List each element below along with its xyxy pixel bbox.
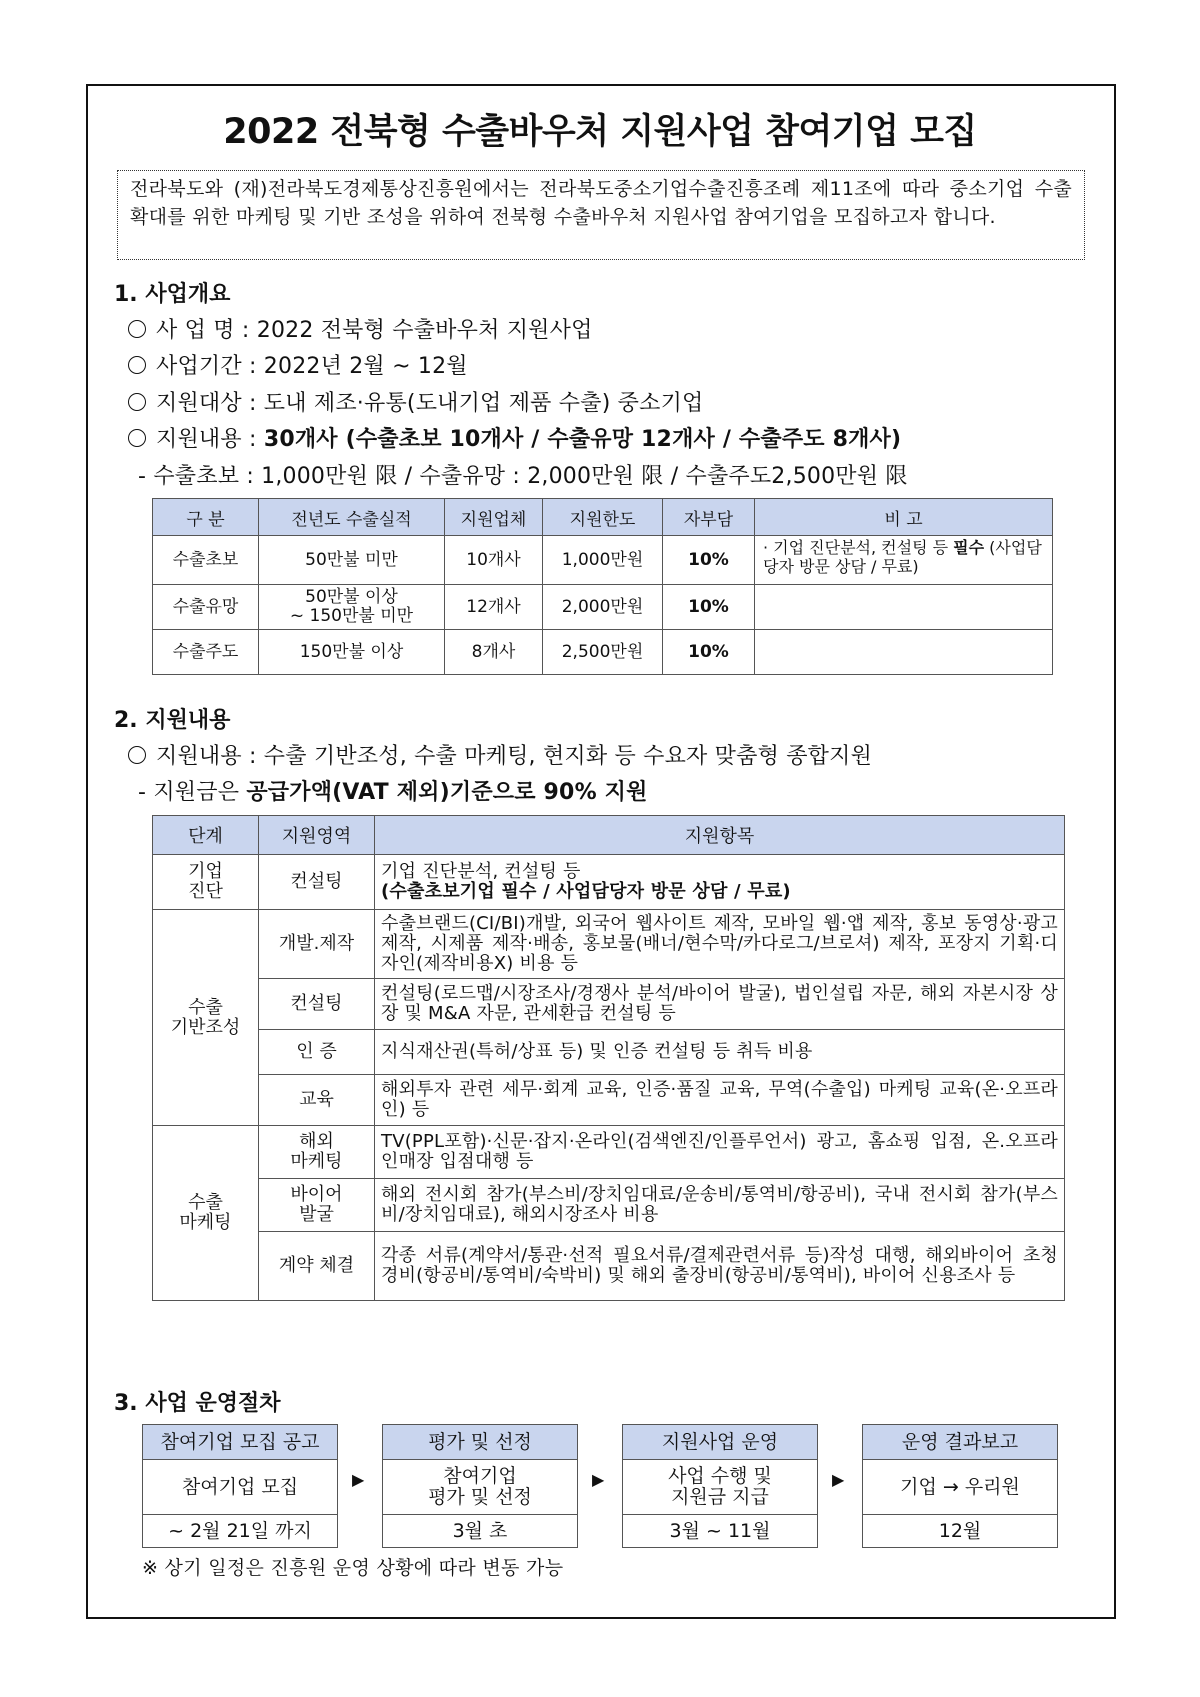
table-row [153, 1126, 1065, 1179]
arrow-right-icon: ▶ [832, 1470, 845, 1489]
step-title: 참여기업 모집 공고 [142, 1424, 338, 1460]
stage-cell: 수출 마케팅 [153, 1126, 259, 1301]
remark-cell [755, 630, 1053, 675]
stage-cell: 기업 진단 [153, 855, 259, 910]
table-header: 구 분 [153, 499, 259, 536]
table-row [153, 1075, 1065, 1126]
section-3-heading: 3. 사업 운영절차 [114, 1391, 281, 1416]
process-step [622, 1424, 818, 1548]
step-date: 3월 ~ 11월 [622, 1515, 818, 1548]
remark-cell [755, 585, 1053, 630]
step-body: 기업 → 우리원 [862, 1460, 1058, 1515]
table-row [153, 536, 1053, 585]
item-cell: 해외투자 관련 세무·회계 교육, 인증·품질 교육, 무역(수출입) 마케팅 교육(온·오프라인) 등 [375, 1075, 1065, 1126]
table-header-row [153, 816, 1065, 855]
stage-cell: 수출 기반조성 [153, 910, 259, 1126]
table-cell: 150만불 이상 [259, 630, 445, 675]
intro-box: 전라북도와 (재)전라북도경제통상진흥원에서는 전라북도중소기업수출진흥조례 제11조에 따라 중소기업 수출 확대를 위한 마케팅 및 기반 조성을 위하여 전북형 수출바우처 지원사업 참여기업을 모집하고자 합니다. [117, 170, 1085, 260]
table-header-row [153, 499, 1053, 536]
table-cell: 50만불 미만 [259, 536, 445, 585]
arrow-right-icon: ▶ [592, 1470, 605, 1489]
table-cell: 2,000만원 [543, 585, 663, 630]
item-cell: 컨설팅(로드맵/시장조사/경쟁사 분석/바이어 발굴), 법인설립 자문, 해외 자본시장 상장 및 M&A 자문, 관세환급 컨설팅 등 [375, 979, 1065, 1030]
support-content-line-2: 지원내용 : 수출 기반조성, 수출 마케팅, 현지화 등 수요자 맞춤형 종합지원 [128, 739, 872, 770]
table-header: 전년도 수출실적 [259, 499, 445, 536]
business-name-line: 사 업 명 : 2022 전북형 수출바우처 지원사업 [128, 313, 593, 344]
step-title: 운영 결과보고 [862, 1424, 1058, 1460]
area-cell: 개발.제작 [259, 910, 375, 979]
table-cell: 10% [663, 585, 755, 630]
table-cell: 수출초보 [153, 536, 259, 585]
support-items-table [152, 815, 1065, 1301]
table-row [153, 585, 1053, 630]
table-header: 단계 [153, 816, 259, 855]
step-body: 참여기업 평가 및 선정 [382, 1460, 578, 1515]
step-body: 사업 수행 및 지원금 지급 [622, 1460, 818, 1515]
step-title: 평가 및 선정 [382, 1424, 578, 1460]
table-row [153, 1179, 1065, 1232]
area-cell: 인 증 [259, 1030, 375, 1075]
circle-bullet-icon [128, 393, 146, 411]
table-row [153, 855, 1065, 910]
section-1-heading: 1. 사업개요 [114, 282, 231, 307]
circle-bullet-icon [128, 356, 146, 374]
table-cell: 10% [663, 630, 755, 675]
table-row [153, 630, 1053, 675]
table-cell: 12개사 [445, 585, 543, 630]
step-date: ~ 2월 21일 까지 [142, 1515, 338, 1548]
table-row [153, 1030, 1065, 1075]
process-step [142, 1424, 338, 1548]
circle-bullet-icon [128, 429, 146, 447]
table-cell: 2,500만원 [543, 630, 663, 675]
area-cell: 컨설팅 [259, 855, 375, 910]
table-cell: 수출유망 [153, 585, 259, 630]
table-row [153, 910, 1065, 979]
item-cell: 수출브랜드(CI/BI)개발, 외국어 웹사이트 제작, 모바일 웹·앱 제작, 홍보 동영상·광고제작, 시제품 제작·배송, 홍보물(배너/현수막/카다로그/브로셔) 제작, 포장지 기획·디자인(제작비용X) 비용 등 [375, 910, 1065, 979]
item-cell: 기업 진단분석, 컨설팅 등 (수출초보기업 필수 / 사업담당자 방문 상담 / 무료) [375, 855, 1065, 910]
table-cell: 1,000만원 [543, 536, 663, 585]
area-cell: 교육 [259, 1075, 375, 1126]
business-period-line: 사업기간 : 2022년 2월 ~ 12월 [128, 349, 468, 380]
grant-line: - 지원금은 공급가액(VAT 제외)기준으로 90% 지원 [138, 780, 648, 805]
table-header: 지원항목 [375, 816, 1065, 855]
table-cell: 8개사 [445, 630, 543, 675]
item-cell: TV(PPL포함)·신문·잡지·온라인(검색엔진/인플루언서) 광고, 홈쇼핑 입점, 온.오프라인매장 입점대행 등 [375, 1126, 1065, 1179]
area-cell: 바이어 발굴 [259, 1179, 375, 1232]
arrow-right-icon: ▶ [352, 1470, 365, 1489]
table-row [153, 979, 1065, 1030]
process-step [382, 1424, 578, 1548]
step-body: 참여기업 모집 [142, 1460, 338, 1515]
table-header: 지원한도 [543, 499, 663, 536]
table-cell: 10% [663, 536, 755, 585]
section-2-heading: 2. 지원내용 [114, 708, 231, 733]
support-limit-line: - 수출초보 : 1,000만원 限 / 수출유망 : 2,000만원 限 / 수출주도2,500만원 限 [138, 464, 908, 489]
table-header: 자부담 [663, 499, 755, 536]
circle-bullet-icon [128, 746, 146, 764]
support-target-line: 지원대상 : 도내 제조·유통(도내기업 제품 수출) 중소기업 [128, 386, 703, 417]
page-title: 2022 전북형 수출바우처 지원사업 참여기업 모집 [223, 112, 977, 152]
table-row [153, 1232, 1065, 1301]
area-cell: 해외 마케팅 [259, 1126, 375, 1179]
remark-cell: · 기업 진단분석, 컨설팅 등 필수 (사업담당자 방문 상담 / 무료) [755, 536, 1053, 585]
item-cell: 각종 서류(계약서/통관·선적 필요서류/결제관련서류 등)작성 대행, 해외바이어 초청 경비(항공비/통역비/숙박비) 및 해외 출장비(항공비/통역비), 바이어 신용조사 등 [375, 1232, 1065, 1301]
table-cell: 50만불 이상 ~ 150만불 미만 [259, 585, 445, 630]
table-header: 지원업체 [445, 499, 543, 536]
circle-bullet-icon [128, 320, 146, 338]
step-date: 12월 [862, 1515, 1058, 1548]
table-header: 지원영역 [259, 816, 375, 855]
support-content-line: 지원내용 : 30개사 (수출초보 10개사 / 수출유망 12개사 / 수출주도 8개사) [128, 422, 901, 453]
table-header: 비 고 [755, 499, 1053, 536]
support-scale-table [152, 498, 1053, 675]
table-cell: 수출주도 [153, 630, 259, 675]
area-cell: 컨설팅 [259, 979, 375, 1030]
schedule-note: ※ 상기 일정은 진흥원 운영 상황에 따라 변동 가능 [142, 1557, 564, 1579]
area-cell: 계약 체결 [259, 1232, 375, 1301]
item-cell: 지식재산권(특허/상표 등) 및 인증 컨설팅 등 취득 비용 [375, 1030, 1065, 1075]
process-step [862, 1424, 1058, 1548]
step-date: 3월 초 [382, 1515, 578, 1548]
step-title: 지원사업 운영 [622, 1424, 818, 1460]
table-cell: 10개사 [445, 536, 543, 585]
item-cell: 해외 전시회 참가(부스비/장치임대료/운송비/통역비/항공비), 국내 전시회 참가(부스비/장치임대료), 해외시장조사 비용 [375, 1179, 1065, 1232]
